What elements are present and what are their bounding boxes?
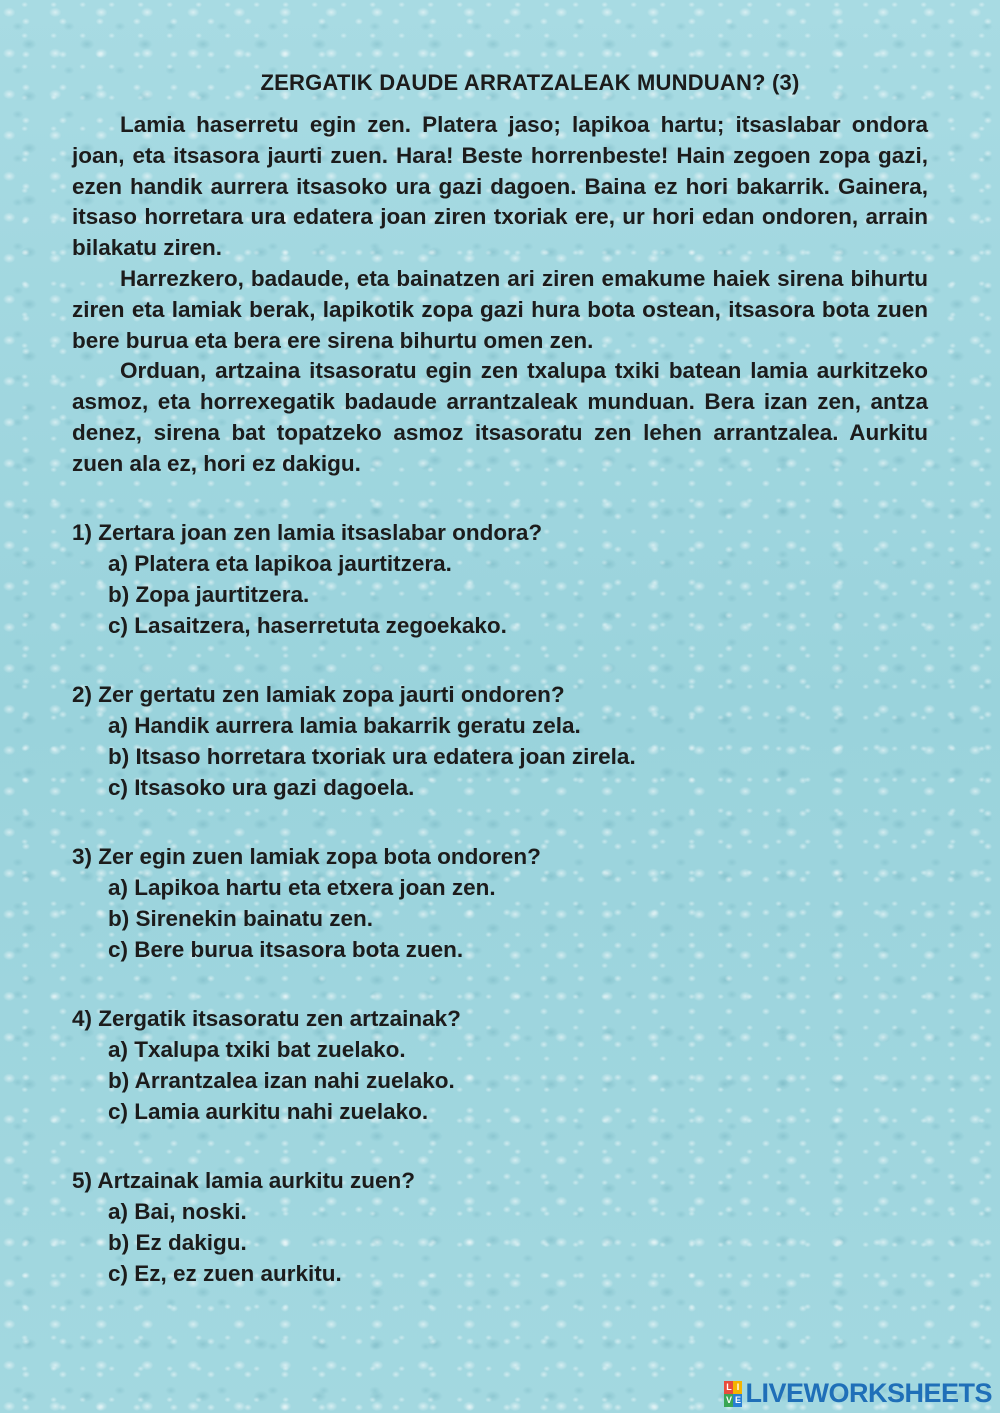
liveworksheets-logo-icon: L I V E: [725, 1381, 741, 1405]
answer-option[interactable]: c) Lasaitzera, haserretuta zegoekako.: [108, 612, 507, 638]
question-text: 3) Zer egin zuen lamiak zopa bota ondoren?: [72, 843, 541, 869]
question-block: [72, 679, 928, 803]
answer-option[interactable]: b) Arrantzalea izan nahi zuelako.: [108, 1067, 455, 1093]
paragraph: Lamia haserretu egin zen. Platera jaso; lapikoa hartu; itsaslabar ondora joan, eta itsasora jaurti zuen. Hara! Beste horrenbeste! Hain zegoen zopa gazi, ezen handik aurrera itsasoko ura gazi dagoen. Baina ez hori bakarrik. Gainera, itsaso horretara ura edatera joan ziren txoriak ere, ur hori edan ondoren, arrain bilakatu ziren.: [72, 112, 928, 261]
page-title: ZERGATIK DAUDE ARRATZALEAK MUNDUAN? (3): [260, 70, 800, 95]
question-text: 2) Zer gertatu zen lamiak zopa jaurti ondoren?: [72, 681, 565, 707]
answer-option[interactable]: c) Lamia aurkitu nahi zuelako.: [108, 1098, 429, 1124]
answer-option[interactable]: a) Txalupa txiki bat zuelako.: [108, 1036, 406, 1062]
answer-option[interactable]: c) Itsasoko ura gazi dagoela.: [108, 774, 415, 800]
reading-text: [72, 110, 928, 480]
answer-option[interactable]: a) Handik aurrera lamia bakarrik geratu zela.: [108, 712, 581, 738]
question-block: [72, 517, 928, 641]
answer-option[interactable]: a) Bai, noski.: [108, 1198, 247, 1224]
question-list: [72, 517, 928, 1289]
answer-option[interactable]: b) Itsaso horretara txoriak ura edatera joan zirela.: [108, 743, 636, 769]
brand-name: LIVEWORKSHEETS: [745, 1378, 992, 1408]
question-text: 5) Artzainak lamia aurkitu zuen?: [72, 1167, 416, 1193]
answer-option[interactable]: c) Ez, ez zuen aurkitu.: [108, 1260, 342, 1286]
answer-option[interactable]: b) Zopa jaurtitzera.: [108, 581, 310, 607]
question-block: [72, 1165, 928, 1289]
question-text: 1) Zertara joan zen lamia itsaslabar ondora?: [72, 519, 543, 545]
answer-option[interactable]: a) Lapikoa hartu eta etxera joan zen.: [108, 874, 496, 900]
paragraph: Harrezkero, badaude, eta bainatzen ari ziren emakume haiek sirena bihurtu ziren eta lamiak berak, lapikotik zopa gazi hura bota ostean, itsasora bota zuen bere burua eta bera ere sirena bihurtu omen zen.: [72, 265, 928, 353]
answer-option[interactable]: b) Ez dakigu.: [108, 1229, 247, 1255]
question-block: [72, 841, 928, 965]
paragraph: Orduan, artzaina itsasoratu egin zen txalupa txiki batean lamia aurkitzeko asmoz, eta horrexegatik badaude arrantzaleak munduan. Bera izan zen, antza denez, sirena bat topatzeko asmoz itsasoratu zen lehen arrantzalea. Aurkitu zuen ala ez, hori ez dakigu.: [72, 358, 928, 476]
worksheet-page: [72, 70, 928, 1327]
liveworksheets-brand[interactable]: [724, 1378, 992, 1409]
answer-option[interactable]: b) Sirenekin bainatu zen.: [108, 905, 374, 931]
answer-option[interactable]: c) Bere burua itsasora bota zuen.: [108, 936, 464, 962]
question-text: 4) Zergatik itsasoratu zen artzainak?: [72, 1005, 461, 1031]
answer-option[interactable]: a) Platera eta lapikoa jaurtitzera.: [108, 550, 452, 576]
question-block: [72, 1003, 928, 1127]
